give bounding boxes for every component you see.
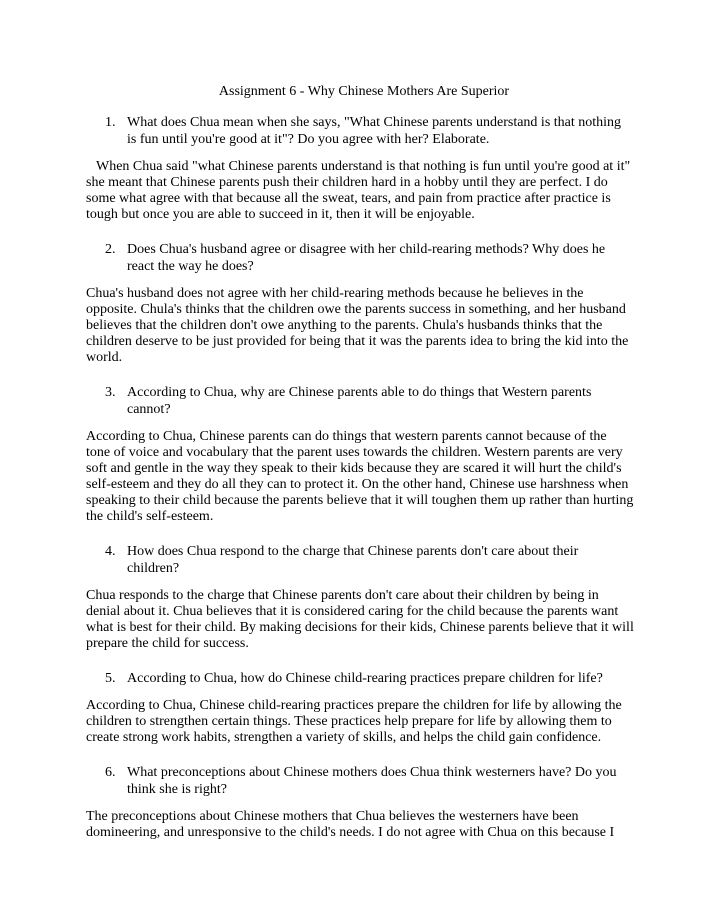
answer-5: According to Chua, Chinese child-rearing practices prepare the children for life by allowing the children to strengthen certain things. These practices help prepare for life by allowing them to create strong work habits, strengthen a variety of skills, and helps the child gain confidence. [86,698,622,745]
question-number: 4. [105,544,116,559]
question-text: How does Chua respond to the charge that Chinese parents don't care about their children? [127,544,579,576]
question-3 [86,384,634,418]
question-number: 5. [105,671,116,686]
question-6 [86,764,634,798]
answer-3: According to Chua, Chinese parents can do things that western parents cannot because of the tone of voice and vocabulary that the parent uses towards the children. Western parents are very soft and gentle in the way they speak to their kids because they are scared it will hurt the child's self-esteem and they do all they can to protect it. On the other hand, Chinese use harshness when speaking to their child because the parents believe that it will toughen them up rather than hurting the child's self-esteem. [86,429,634,524]
question-text: According to Chua, how do Chinese child-rearing practices prepare children for life? [127,671,603,686]
question-text: What preconceptions about Chinese mothers does Chua think westerners have? Do you think she is right? [127,765,617,797]
question-number: 6. [105,765,116,780]
document-title: Assignment 6 - Why Chinese Mothers Are Superior [218,84,510,99]
question-text: According to Chua, why are Chinese parents able to do things that Western parents cannot? [127,385,592,417]
answer-4: Chua responds to the charge that Chinese parents don't care about their children by being in denial about it. Chua believes that it is considered caring for the child because the parents want what is best for their child. By making decisions for their kids, Chinese parents believe that it will prepare the child for success. [86,588,634,651]
question-2 [86,241,634,275]
question-1 [86,114,634,148]
answer-2: Chua's husband does not agree with her child-rearing methods because he believes in the opposite. Chula's thinks that the children owe the parents success in something, and her husband believes that the children don't owe anything to the parents. Chula's husbands thinks that the children deserve to be just provided for being that it was the parents idea to bring the kid into the world. [86,286,629,365]
question-text: What does Chua mean when she says, "What Chinese parents understand is that nothing is fun until you're good at it"? Do you agree with her? Elaborate. [127,115,622,147]
question-number: 2. [105,242,116,257]
question-4 [86,543,634,577]
question-text: Does Chua's husband agree or disagree with her child-rearing methods? Why does he react the way he does? [127,242,606,274]
answer-6: The preconceptions about Chinese mothers that Chua believes the westerners have been domineering, and unresponsive to the child's needs. I do not agree with Chua on this because I [86,809,615,840]
question-number: 1. [105,115,116,130]
question-5 [86,670,634,687]
answer-1: When Chua said "what Chinese parents understand is that nothing is fun until you're good at it" she meant that Chinese parents push their children hard in a hobby until they are perfect. I do some what agree with that because all the sweat, tears, and pain from practice after practice is tough but once you are able to succeed in it, then it will be enjoyable. [86,159,631,222]
question-number: 3. [105,385,116,400]
